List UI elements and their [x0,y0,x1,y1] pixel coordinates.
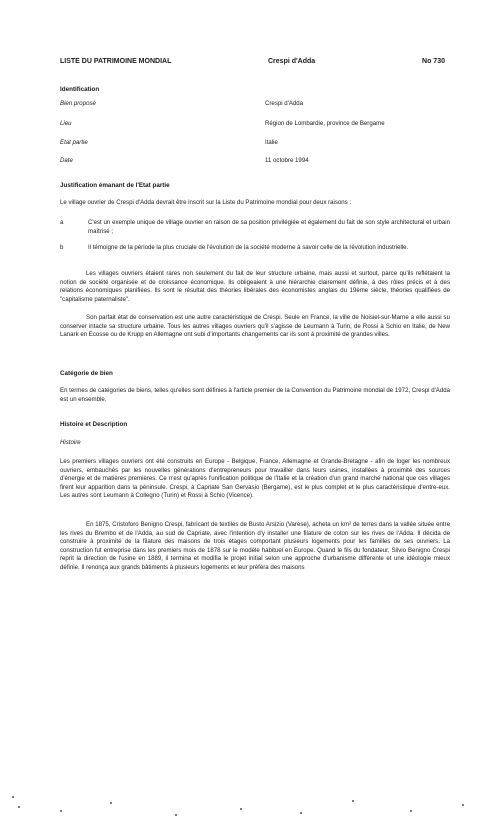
histoire-heading: Histoire et Description [60,421,128,428]
scan-speck [240,808,242,810]
ident-row [60,100,450,110]
page-header [60,58,445,70]
list-marker: b [60,244,64,251]
ident-label: Etat partie [60,139,88,146]
scan-speck [352,800,354,802]
scan-speck [300,812,302,814]
justification-heading: Justification émanant de l'Etat partie [60,182,170,189]
scan-speck [18,806,20,808]
property-name: Crespi d'Adda [268,58,316,65]
list-text: Il témoigne de la période la plus cruciale de l'évolution de la société moderne à savoir celle de la révolution industrielle. [88,244,409,251]
paragraph: Son parfait état de conservation est une autre caractéristique de Crespi. Seule en France, la ville de Noisiel-sur-Marne a elle aussi su conserver intacte sa structure urbaine. Tous les autres villages ouvriers qu'il s'agisse de Leumann à Turin, de Rossi à Schio en Italie, de New Lanark en Ecosse ou de Krupp en Allemagne ont subi d'importants changements car ils sont à proximité de grandes villes. [60,314,450,339]
nomination-number: No 730 [422,58,445,65]
list-title: LISTE DU PATRIMOINE MONDIAL [60,58,172,65]
justification-intro: Le village ouvrier de Crespi d'Adda devrait être inscrit sur la Liste du Patrimoine mondial pour deux raisons : [60,199,352,206]
ident-value: 11 octobre 1994 [265,157,309,164]
paragraph: En 1875, Cristoforo Benigno Crespi, fabricant de textiles de Busto Arsizio (Varese), acheta un km² de terres dans la vallée située entre les rives du Brembo et de l'Adda, au sud de Capriate, avec l'intention d'y installer une filature de coton sur les rives de l'Adda. Il décida de construire à proximité de la filature des maisons de trois étages comportant plusieurs logements pour les familles de ses ouvriers. La construction fut entreprise dans les premiers mois de 1878 sur le modèle habituel en Europe. Quand le fils du fondateur, Silvio Benigno Crespi reprit la direction de l'usine en 1889, il termina et modifia le projet initial selon une approche d'urbanisme différente et une idéologie mieux définie. Il renonça aux grands bâtiments à plusieurs logements et leur préféra des maisons [60,521,450,571]
scan-speck [60,810,62,812]
ident-value: Région de Lombardie, province de Bergame [265,120,385,127]
scan-noise [0,790,500,820]
ident-label: Date [60,157,73,164]
scan-speck [175,814,177,816]
ident-row [60,157,450,167]
scan-speck [410,810,412,812]
paragraph: Les villages ouvriers étaient rares non seulement du fait de leur structure urbaine, mais aussi et surtout, parce qu'ils reflétaient la notion de société organisée et de croissance économique. Ils obligeaient à une hiérarchie clairement définie, à des rôles précis et à des relations économiques planifiées. Ils sont le résultat des théories libérales des économistes anglais du 19ème siècle, théories qualifiées de "capitalisme paternaliste". [60,270,450,303]
categorie-heading: Catégorie de bien [60,370,113,377]
scan-speck [462,804,464,806]
ident-row [60,120,450,130]
ident-row [60,139,450,149]
list-text: C'est un exemple unique de village ouvrier en raison de sa position privilégiée et également du fait de son style architectural et urbain maîtrisé ; [88,219,450,235]
paragraph: En termes de catégories de biens, telles qu'elles sont définies à l'article premier de la Convention du Patrimoine mondial de 1972, Crespi d'Adda est un ensemble. [60,387,450,403]
histoire-subheading: Histoire [60,439,81,446]
ident-label: Lieu [60,120,72,127]
identification-heading: Identification [60,86,100,93]
scan-speck [12,796,14,798]
ident-label: Bien proposé [60,100,96,107]
ident-value: Italie [265,139,278,146]
list-marker: a [60,219,64,226]
scan-speck [110,802,112,804]
paragraph: Les premiers villages ouvriers ont été construits en Europe - Belgique, France, Allemagne et Grande-Bretagne - afin de loger les nombreux ouvriers, embauchés par les nouvelles générations d'entrepreneurs pour travailler dans leurs usines, installées à proximité des sources d'énergie et de matières premières. Ce n'est qu'après l'unification politique de l'Italie et la création d'un grand marché national que ces villages firent leur apparition dans la péninsule. Crespi, à Capriate San Gervasio (Bergame), est le plus complet et le plus caractéristique d'entre-eux. Les autres sont Leumann à Collegno (Turin) et Rossi à Schio (Vicence). [60,458,450,500]
ident-value: Crespi d'Adda [265,100,304,107]
